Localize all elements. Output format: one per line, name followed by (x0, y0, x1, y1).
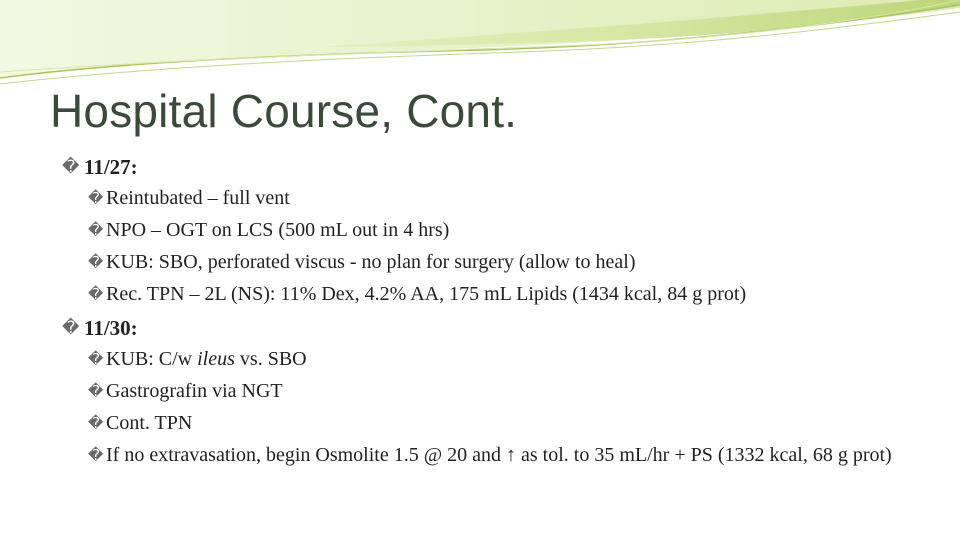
bullet-marker-icon: � (88, 446, 104, 464)
bullet-marker-icon: � (88, 382, 104, 400)
bullet-marker-icon: � (88, 221, 104, 239)
list-item: � Reintubated – full vent (88, 187, 290, 209)
bullet-marker-icon: � (62, 157, 80, 177)
slide-title: Hospital Course, Cont. (50, 85, 518, 137)
bullet-marker-icon: � (88, 414, 104, 432)
list-item: � KUB: SBO, perforated viscus - no plan for surgery (allow to heal) (88, 251, 636, 273)
list-item: � NPO – OGT on LCS (500 mL out in 4 hrs) (88, 219, 450, 241)
bullet-marker-icon: � (62, 318, 80, 338)
list-item: � Rec. TPN – 2L (NS): 11% Dex, 4.2% AA, 175 mL Lipids (1434 kcal, 84 g prot) (88, 283, 747, 305)
list-item: � KUB: C/w ileus vs. SBO (88, 348, 307, 370)
bullet-marker-icon: � (88, 253, 104, 271)
bullet-marker-icon: � (88, 350, 104, 368)
list-item: � Cont. TPN (88, 412, 193, 434)
section-heading-1130: � 11/30: (62, 311, 942, 345)
slide-body (62, 150, 942, 468)
list-item: � Gastrografin via NGT (88, 380, 283, 402)
list-item: � If no extravasation, begin Osmolite 1.5 @ 20 and ↑ as tol. to 35 mL/hr + PS (1332 kcal, 68 g prot) (88, 444, 892, 466)
bullet-marker-icon: � (88, 285, 104, 303)
bullet-marker-icon: � (88, 189, 104, 207)
section-heading-1127: � 11/27: (62, 150, 942, 184)
